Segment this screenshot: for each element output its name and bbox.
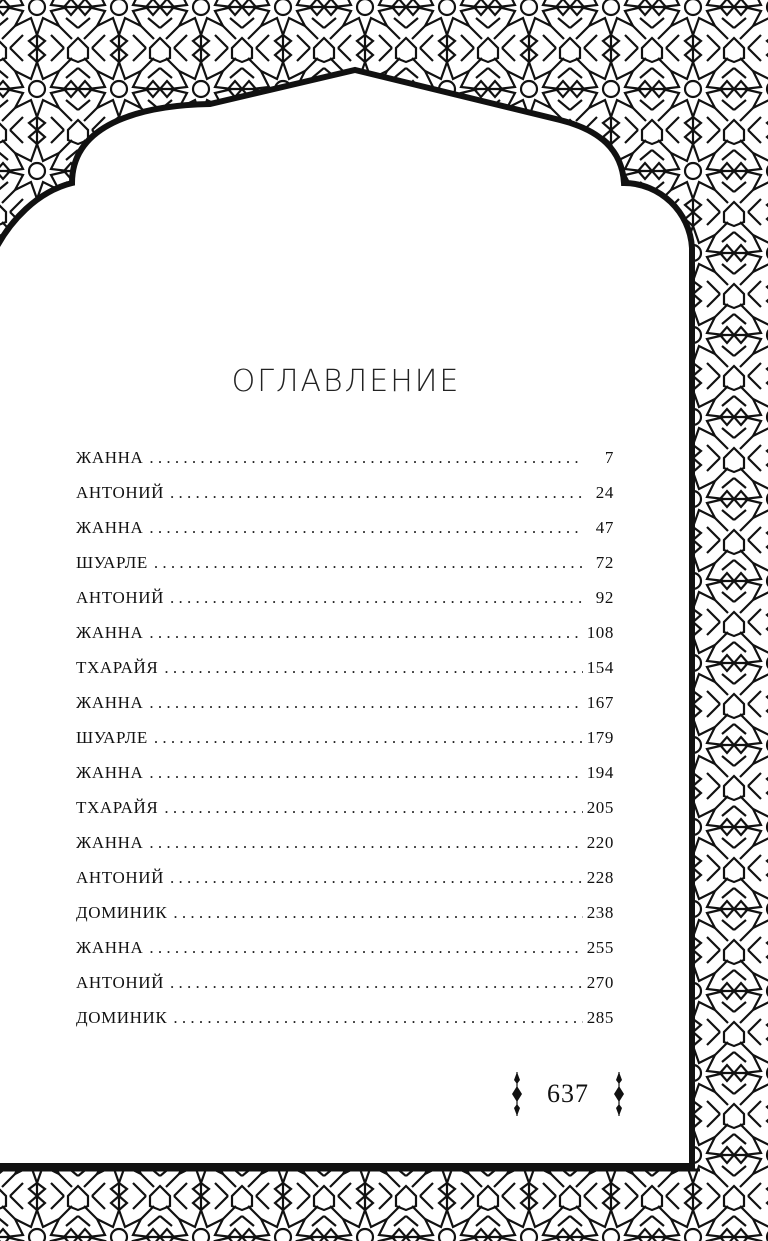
toc-entry-page: 7 bbox=[604, 448, 614, 467]
toc-entry-title: ЖАННА bbox=[76, 623, 144, 642]
toc-entry-title: ЖАННА bbox=[76, 448, 144, 467]
toc-entry bbox=[76, 615, 614, 650]
page-folio bbox=[510, 1070, 626, 1118]
toc-entry-title: ЖАННА bbox=[76, 693, 144, 712]
toc-entry-page: 194 bbox=[586, 763, 614, 782]
dot-leader bbox=[149, 825, 582, 860]
toc-entry bbox=[76, 1000, 614, 1035]
dot-leader bbox=[164, 650, 582, 685]
toc-entry-title: АНТОНИЙ bbox=[76, 868, 165, 887]
toc-entry bbox=[76, 475, 614, 510]
toc-entry-page: 228 bbox=[586, 868, 614, 887]
dot-leader bbox=[170, 860, 583, 895]
dot-leader bbox=[173, 895, 582, 930]
toc-entry bbox=[76, 790, 614, 825]
toc-entry bbox=[76, 755, 614, 790]
toc-entry bbox=[76, 440, 614, 475]
dot-leader bbox=[170, 580, 584, 615]
dot-leader bbox=[154, 720, 583, 755]
diamond-spindle-ornament-icon bbox=[510, 1072, 524, 1116]
dot-leader bbox=[173, 1000, 582, 1035]
dot-leader bbox=[164, 790, 582, 825]
toc-entry-page: 154 bbox=[586, 658, 614, 677]
toc-entry bbox=[76, 685, 614, 720]
toc-entry bbox=[76, 720, 614, 755]
toc-entry-title: АНТОНИЙ bbox=[76, 973, 165, 992]
dot-leader bbox=[170, 965, 583, 1000]
table-of-contents bbox=[76, 440, 614, 1035]
toc-entry bbox=[76, 650, 614, 685]
toc-entry-page: 108 bbox=[586, 623, 614, 642]
toc-entry-title: ЖАННА bbox=[76, 763, 144, 782]
toc-entry-page: 238 bbox=[586, 903, 614, 922]
toc-entry-title: ШУАРЛЕ bbox=[76, 553, 148, 572]
toc-entry-title: АНТОНИЙ bbox=[76, 588, 165, 607]
toc-entry bbox=[76, 965, 614, 1000]
dot-leader bbox=[149, 685, 582, 720]
dot-leader bbox=[154, 545, 584, 580]
toc-entry-page: 255 bbox=[586, 938, 614, 957]
toc-entry-title: ТХАРАЙЯ bbox=[76, 798, 159, 817]
toc-entry bbox=[76, 545, 614, 580]
toc-entry-page: 167 bbox=[586, 693, 614, 712]
toc-entry-title: АНТОНИЙ bbox=[76, 483, 165, 502]
diamond-spindle-ornament-icon bbox=[612, 1072, 626, 1116]
page-number: 637 bbox=[547, 1079, 589, 1108]
toc-entry bbox=[76, 860, 614, 895]
toc-entry-title: ШУАРЛЕ bbox=[76, 728, 148, 747]
toc-entry-title: ЖАННА bbox=[76, 518, 144, 537]
dot-leader bbox=[149, 930, 582, 965]
toc-entry bbox=[76, 930, 614, 965]
dot-leader bbox=[170, 475, 584, 510]
toc-entry-page: 205 bbox=[586, 798, 614, 817]
toc-entry-page: 47 bbox=[595, 518, 614, 537]
dot-leader bbox=[149, 755, 582, 790]
toc-entry-page: 220 bbox=[586, 833, 614, 852]
toc-entry-title: ЖАННА bbox=[76, 833, 144, 852]
dot-leader bbox=[149, 615, 582, 650]
dot-leader bbox=[149, 440, 584, 475]
toc-entry-page: 285 bbox=[586, 1008, 614, 1027]
toc-entry bbox=[76, 580, 614, 615]
toc-entry-title: ДОМИНИК bbox=[76, 903, 168, 922]
toc-entry-page: 179 bbox=[586, 728, 614, 747]
toc-entry-page: 92 bbox=[595, 588, 614, 607]
toc-entry bbox=[76, 510, 614, 545]
toc-entry-title: ДОМИНИК bbox=[76, 1008, 168, 1027]
toc-entry-page: 270 bbox=[586, 973, 614, 992]
toc-entry-title: ТХАРАЙЯ bbox=[76, 658, 159, 677]
toc-entry-page: 72 bbox=[595, 553, 614, 572]
page-title: ОГЛАВЛЕНИЕ bbox=[231, 364, 461, 399]
toc-entry bbox=[76, 895, 614, 930]
toc-entry bbox=[76, 825, 614, 860]
toc-entry-title: ЖАННА bbox=[76, 938, 144, 957]
toc-entry-page: 24 bbox=[595, 483, 614, 502]
dot-leader bbox=[149, 510, 584, 545]
